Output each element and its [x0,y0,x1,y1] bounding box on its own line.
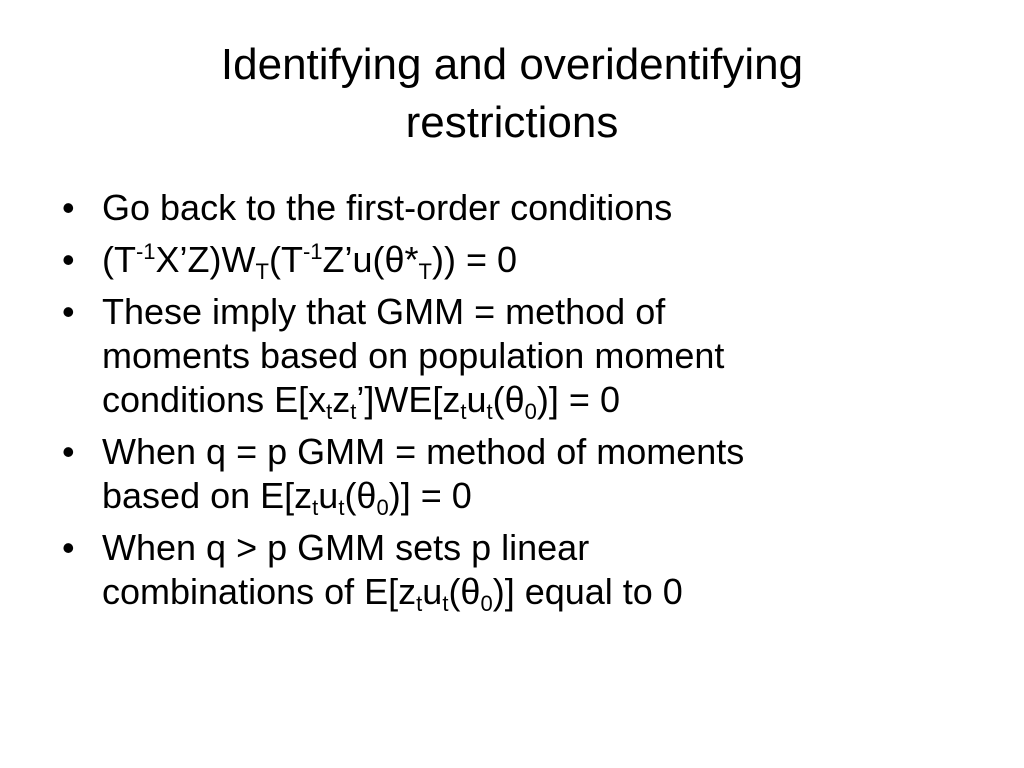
bullet-text: These imply that GMM = method of moments based on population moment conditions $E[x_tz_t’]WE[z_tu_t(\theta_0)] = 0$ [102,291,725,424]
bullet-q-greater-than-p [56,526,956,614]
title-line-1: Identifying and overidentifying [220,40,804,89]
bullet-q-equals-p [56,430,956,518]
bullet-marker: • [62,187,75,228]
slide-title [60,36,964,152]
bullet-text: Go back to the first-order conditions [102,187,673,228]
bullet-gmm-method-of-moments [56,290,956,422]
bullet-equation [56,238,956,282]
bullet-text: When q > p GMM sets p linear combinations of $E[z_tu_t(\theta_0)]$ equal to 0 [102,527,683,616]
bullet-marker: • [62,291,75,332]
bullet-marker: • [62,527,75,568]
bullet-list [56,186,956,622]
title-line-2: restrictions [405,98,619,147]
bullet-marker: • [62,431,75,472]
bullet-text: When q = p GMM = method of moments based on $E[z_tu_t(\theta_0)] = 0$ [102,431,745,520]
bullet-first-order-conditions [56,186,956,230]
equation-text: $(T^{-1}X’Z)W_T(T^{-1}Z’u(\theta*_T)) = 0$ [102,239,518,284]
bullet-marker: • [62,239,75,280]
